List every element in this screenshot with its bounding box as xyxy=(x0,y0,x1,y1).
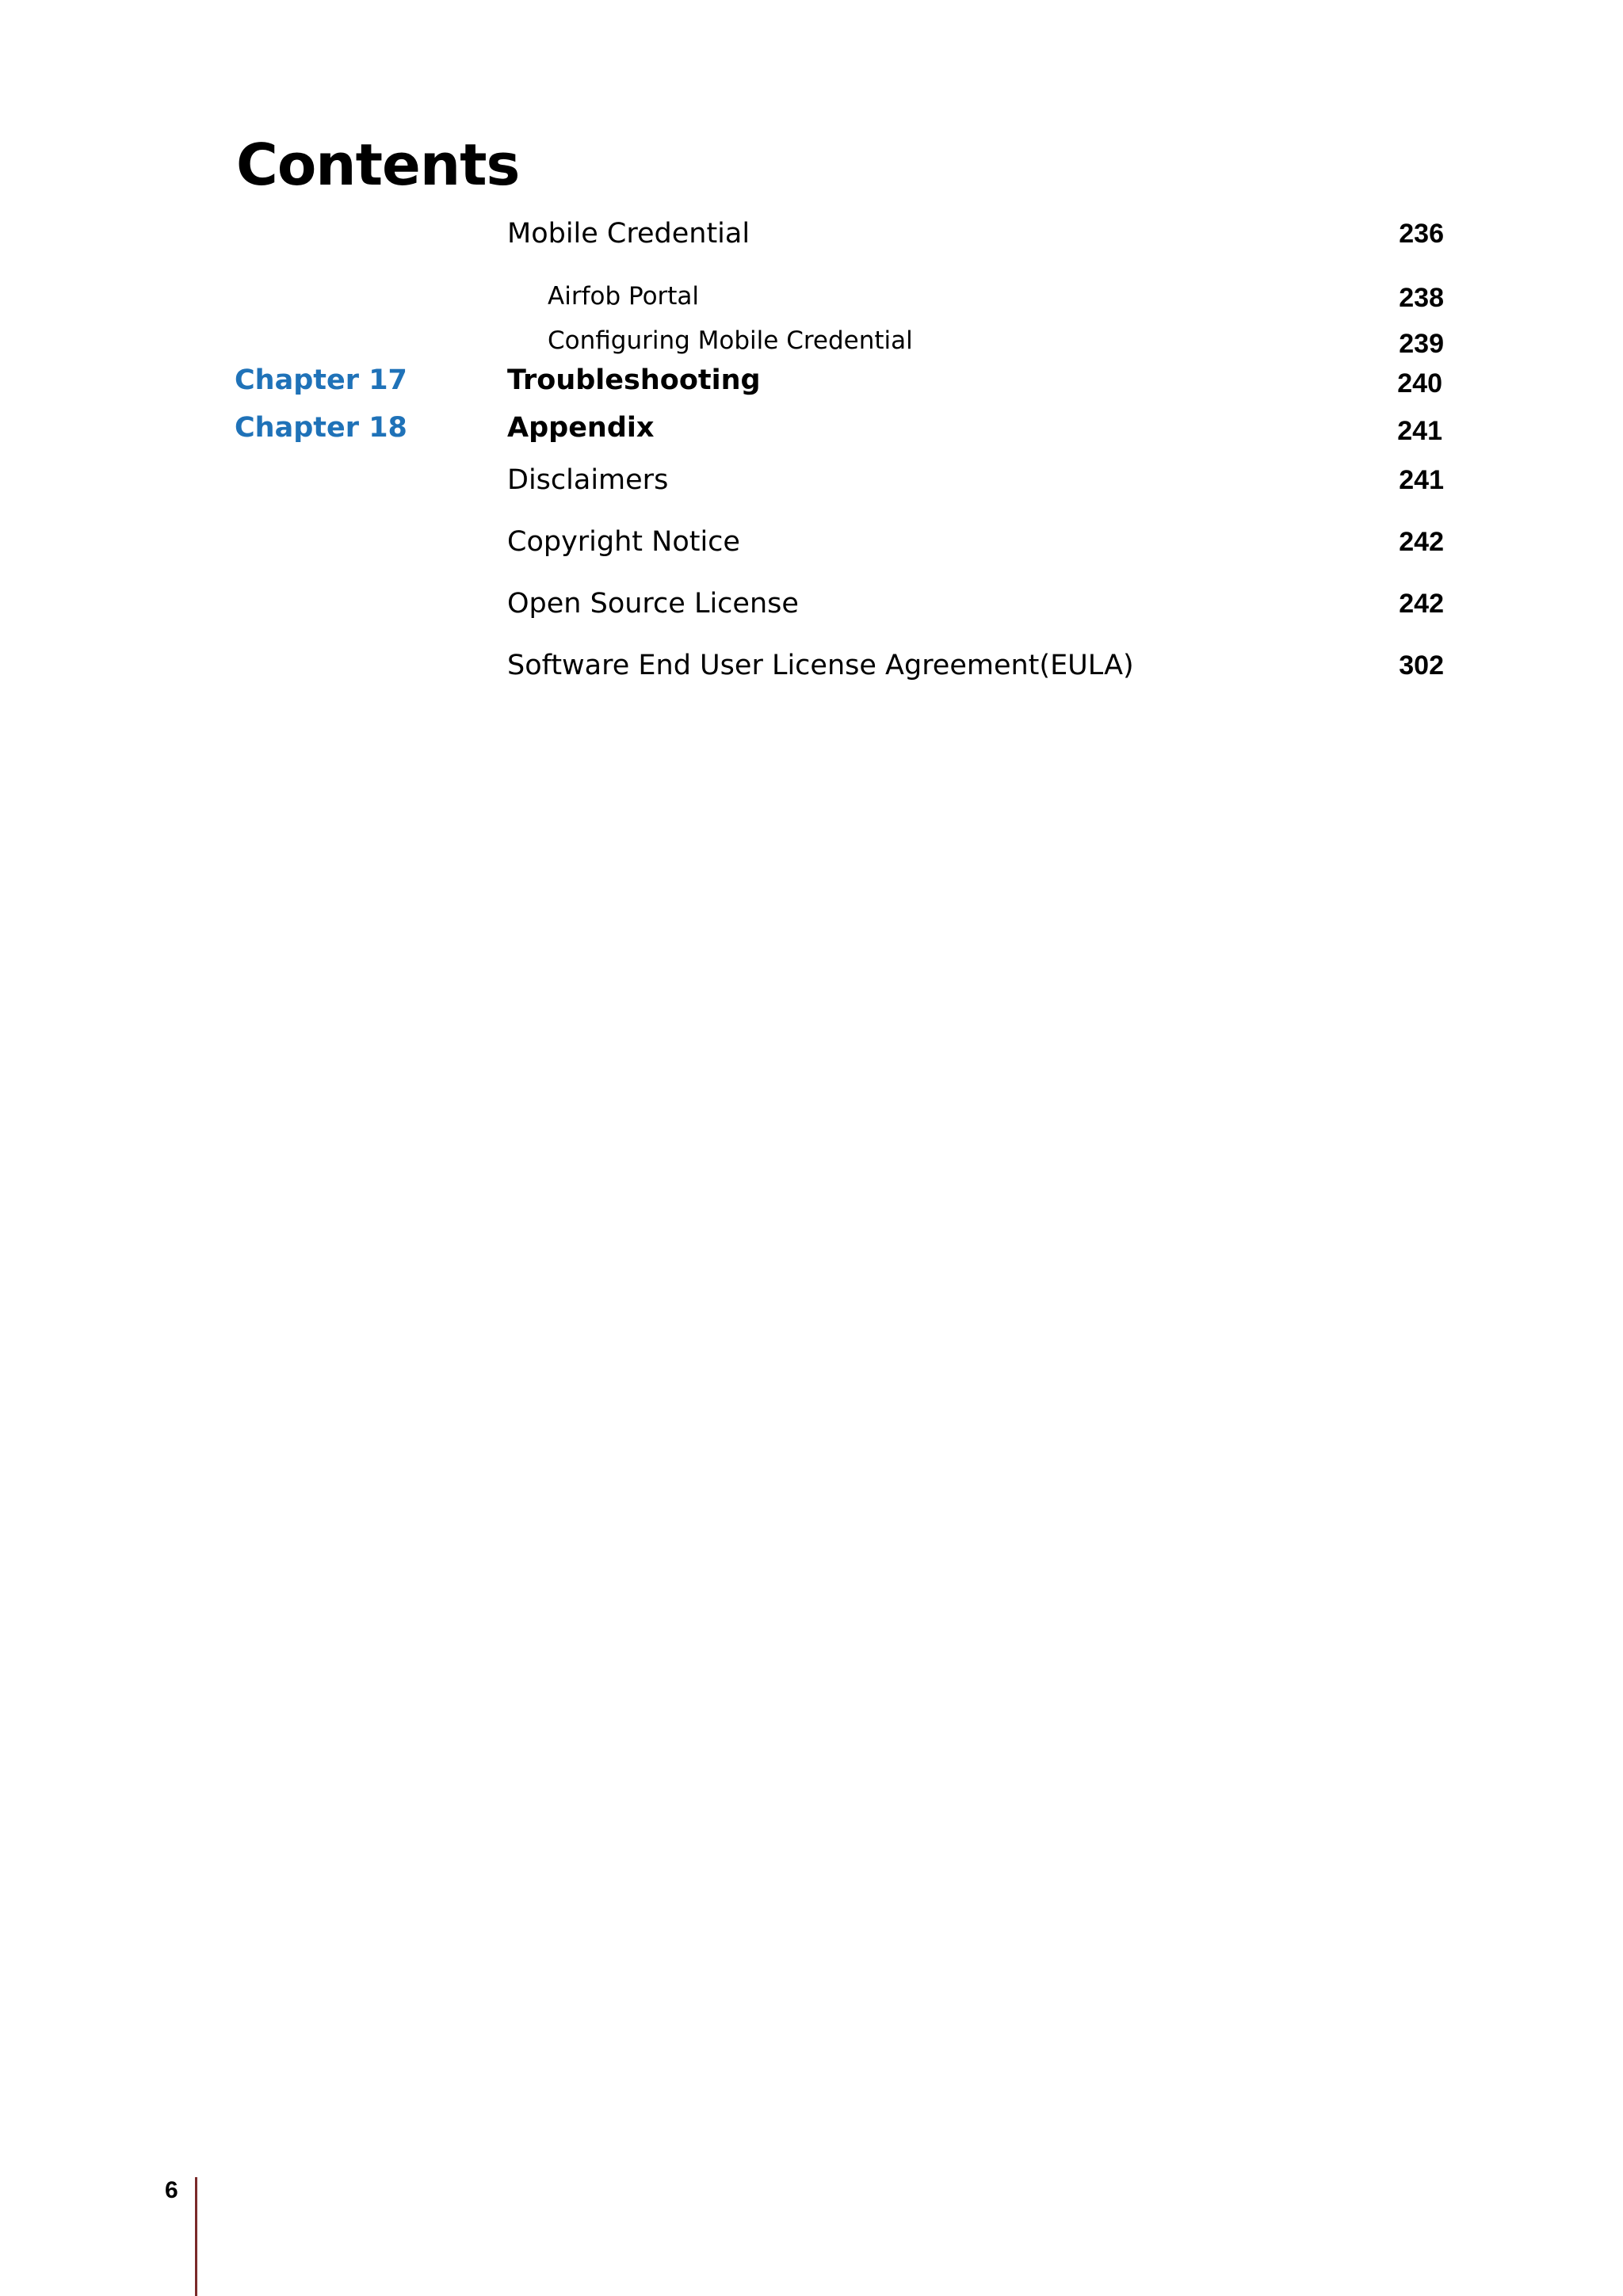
footer-page-number: 6 xyxy=(165,2177,178,2203)
toc-entry-eula[interactable] xyxy=(0,652,1623,700)
toc-entry-title: Appendix xyxy=(507,412,655,444)
toc-page-number: 241 xyxy=(1399,465,1444,495)
toc-entry-open-source-license[interactable] xyxy=(0,590,1623,638)
toc-page-number: 242 xyxy=(1399,589,1444,619)
toc-entry-chapter-18[interactable] xyxy=(0,414,1623,462)
toc-page-number: 242 xyxy=(1399,527,1444,557)
page-title: Contents xyxy=(236,132,520,198)
toc-entry-title: Airfob Portal xyxy=(548,282,700,311)
toc-page-number: 302 xyxy=(1399,650,1444,681)
toc-entry-mobile-credential[interactable] xyxy=(0,220,1623,268)
toc-entry-chapter-17[interactable] xyxy=(0,364,1623,414)
chapter-label: Chapter 18 xyxy=(235,412,407,444)
chapter-label: Chapter 17 xyxy=(235,364,407,396)
toc-entry-title: Mobile Credential xyxy=(507,218,750,250)
toc-page-number: 239 xyxy=(1399,329,1444,359)
toc-entry-title: Troubleshooting xyxy=(507,364,761,396)
toc-entry-title: Open Source License xyxy=(507,588,799,620)
toc-entry-title: Configuring Mobile Credential xyxy=(548,326,913,355)
toc-page-number: 240 xyxy=(1397,368,1442,399)
toc-entry-title: Software End User License Agreement(EULA) xyxy=(507,650,1134,681)
toc-entry-title: Copyright Notice xyxy=(507,526,740,558)
toc-page-number: 238 xyxy=(1399,283,1444,313)
toc-entry-title: Disclaimers xyxy=(507,464,669,496)
footer-divider xyxy=(195,2177,197,2296)
toc-entry-disclaimers[interactable] xyxy=(0,464,1623,514)
toc-page-number: 236 xyxy=(1399,219,1444,249)
toc-page-number: 241 xyxy=(1397,416,1442,446)
toc-entry-copyright-notice[interactable] xyxy=(0,528,1623,576)
toc-entry-airfob-portal[interactable] xyxy=(0,284,1623,332)
